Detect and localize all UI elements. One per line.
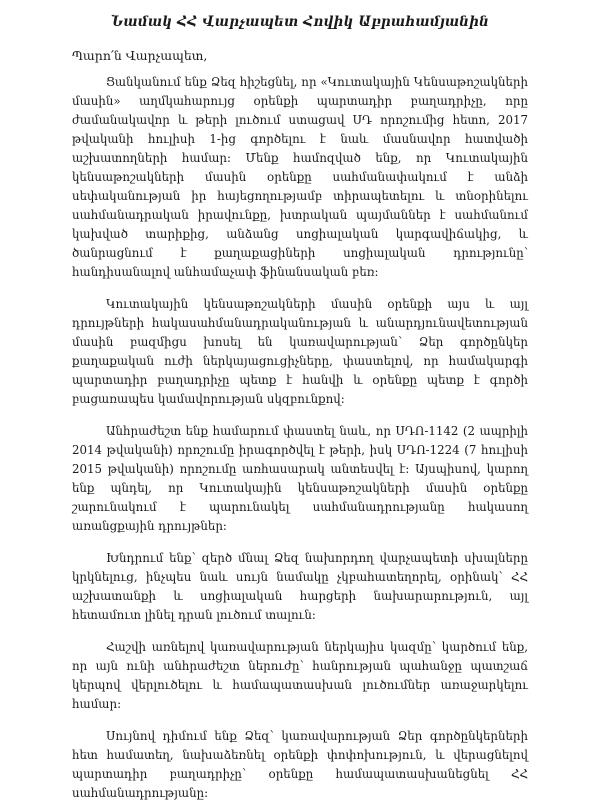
paragraph-3: Անհրաժեշտ ենք համարում փաստել նաև, որ ՍԴՈ-1142 (2 ապրիլի 2014 թվականի) որոշումը իրագործվել է թերի, իսկ ՍԴՈ-1224 (7 հուլիսի 2015 թվականի) որոշումը առհասարակ անտեսվել է: Այսպիսով, կարող ենք պնդել, որ Կուտակային կենսաթոշակների մասին օրենքը շարունակում է պարունակել սահմանադրությանը հակասող առանցքային դրույթներ:	[72, 424, 528, 533]
paragraph-6: Սույնով դիմում ենք Ձեզ՝ կառավարության Ձեր գործընկերների հետ համատեղ, նախաձեռնել օրենքի փոփոխություն, և վերացնելով պարտադիր բաղադրիչը՝ օրենքը համապատասխանեցնել ՀՀ սահմանադրությանը:	[72, 729, 528, 800]
paragraph-2: Կուտակային կենսաթոշակների մասին օրենքի այս և այլ դրույթների հակասահմանադրականության և անարդյունավետության մասին բազմիցս խոսել են կառավարության՝ Ձեր գործընկեր քաղաքական ուժի ներկայացուցիչները, փաստելով, որ համակարգի պարտադիր բաղադրիչը պետք է հանվի և օրենքը պետք է գործի բացառապես կամավորության սկզբունքով:	[72, 297, 528, 406]
letter-salutation: Պարո՛ն Վարչապետ,	[72, 48, 208, 63]
paragraph-4: Խնդրում ենք՝ զերծ մնալ Ձեզ նախորդող վարչապետի սխալները կրկնելուց, ինչպես նաև սույն նամակը չկբահատեղորել, օրինակ՝ ՀՀ աշխատանքի և սոցիալական հարցերի նախարարություն, այլ հետամուտ լինել դրան լուծում տալուն:	[72, 551, 528, 622]
paragraph-1: Ցանկանում ենք Ձեզ հիշեցնել, որ «Կուտակային Կենսաթոշակների մասին» աղմկահարույց օրենքի պարտադիր բաղադրիչը, որը ժամանակավոր և թերի լուծում ստացավ ՍԴ որոշումից հետո, 2017 թվականի հուլիսի 1-ից գործելու է նաև մասնավոր հատվածի աշխատողների համար: Մենք համոզված ենք, որ Կուտակային կենսաթոշակների մասին օրենքը սահմանափակում է անձի սեփականության իր հայեցողությամբ տիրապետելու և տնօրինելու սահմանադրական իրավունքը, խտրական պայմաններ է սահմանում կախված տարիքից, անձանց սոցիալական կարգավիճակից, և ծանրացնում է քաղաքացիների սոցիալական դրությունը՝ հանդիսանալով անհամաչափ ֆինանսական բեռ:	[72, 75, 528, 279]
paragraph-5: Հաշվի առնելով կառավարության ներկայիս կազմը՝ կարծում ենք, որ այն ունի անհրաժեշտ ներուժը՝ հանրության պահանջը պատշաճ կերպով վերլուծելու և համապատասխան լուծումներ առաջարկելու համար:	[72, 640, 528, 711]
letter-title: Նամակ ՀՀ Վարչապետ Հովիկ Աբրահամյանին	[110, 14, 490, 30]
